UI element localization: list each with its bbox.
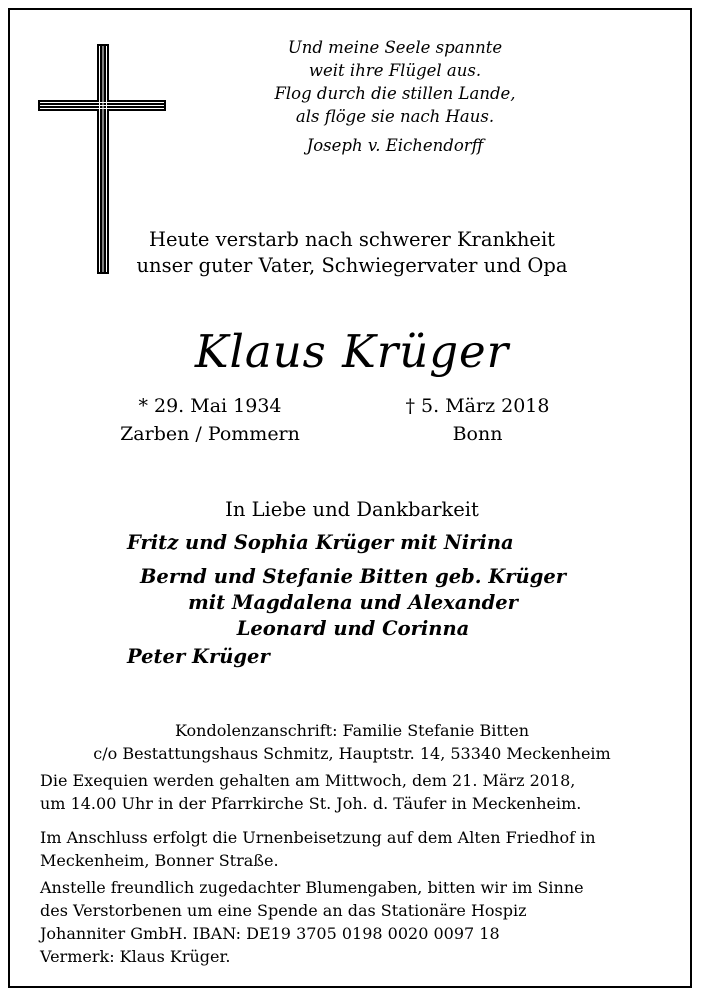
- intro-line: Heute verstarb nach schwerer Krankheit: [148, 228, 556, 251]
- intro-text: [0, 227, 704, 279]
- death-place: Bonn: [452, 423, 503, 445]
- paragraph-line: Im Anschluss erfolgt die Urnenbeisetzung auf dem Alten Friedhof in: [40, 828, 596, 847]
- mourner-line: mit Magdalena und Alexander: [188, 591, 518, 614]
- paragraph-line: um 14.00 Uhr in der Pfarrkirche St. Joh. d. Täufer in Meckenheim.: [40, 794, 582, 813]
- paragraph-line: Die Exequien werden gehalten am Mittwoch, dem 21. März 2018,: [40, 771, 576, 790]
- paragraph-line: Meckenheim, Bonner Straße.: [40, 851, 279, 870]
- poem: [230, 36, 560, 157]
- paragraph-line: Johanniter GmbH. IBAN: DE19 3705 0198 0020 0097 18: [40, 924, 500, 943]
- mourner-family: Peter Krüger: [127, 645, 270, 668]
- exequien-paragraph: [40, 769, 664, 815]
- poem-author: Joseph v. Eichendorff: [306, 136, 484, 155]
- paragraph-line: des Verstorbenen um eine Spende an das Stationäre Hospiz: [40, 901, 527, 920]
- birth-date: * 29. Mai 1934: [138, 395, 282, 417]
- paragraph-line: Anstelle freundlich zugedachter Blumengaben, bitten wir im Sinne: [40, 878, 584, 897]
- mourner-family: [127, 564, 579, 642]
- intro-line: unser guter Vater, Schwiegervater und Opa: [136, 254, 568, 277]
- poem-line: weit ihre Flügel aus.: [308, 61, 482, 80]
- poem-line: als flöge sie nach Haus.: [295, 107, 495, 126]
- condolence-line: c/o Bestattungshaus Schmitz, Hauptstr. 14, 53340 Meckenheim: [93, 744, 611, 763]
- condolence-line: Kondolenzanschrift: Familie Stefanie Bitten: [174, 721, 529, 740]
- poem-line: Flog durch die stillen Lande,: [274, 84, 516, 103]
- birth-info: [100, 392, 320, 448]
- mourner-family: Fritz und Sophia Krüger mit Nirina: [127, 531, 514, 554]
- paragraph-line: Vermerk: Klaus Krüger.: [40, 947, 231, 966]
- death-info: [365, 392, 590, 448]
- poem-line: Und meine Seele spannte: [287, 38, 503, 57]
- death-date: † 5. März 2018: [405, 395, 550, 417]
- urn-paragraph: [40, 826, 664, 872]
- condolence-address: [0, 719, 704, 765]
- donation-paragraph: [40, 876, 664, 968]
- birth-place: Zarben / Pommern: [120, 423, 300, 445]
- mourners-intro: In Liebe und Dankbarkeit: [225, 498, 479, 521]
- deceased-name: Klaus Krüger: [194, 325, 510, 378]
- mourner-line: Leonard und Corinna: [236, 617, 470, 640]
- mourner-line: Bernd und Stefanie Bitten geb. Krüger: [139, 565, 567, 588]
